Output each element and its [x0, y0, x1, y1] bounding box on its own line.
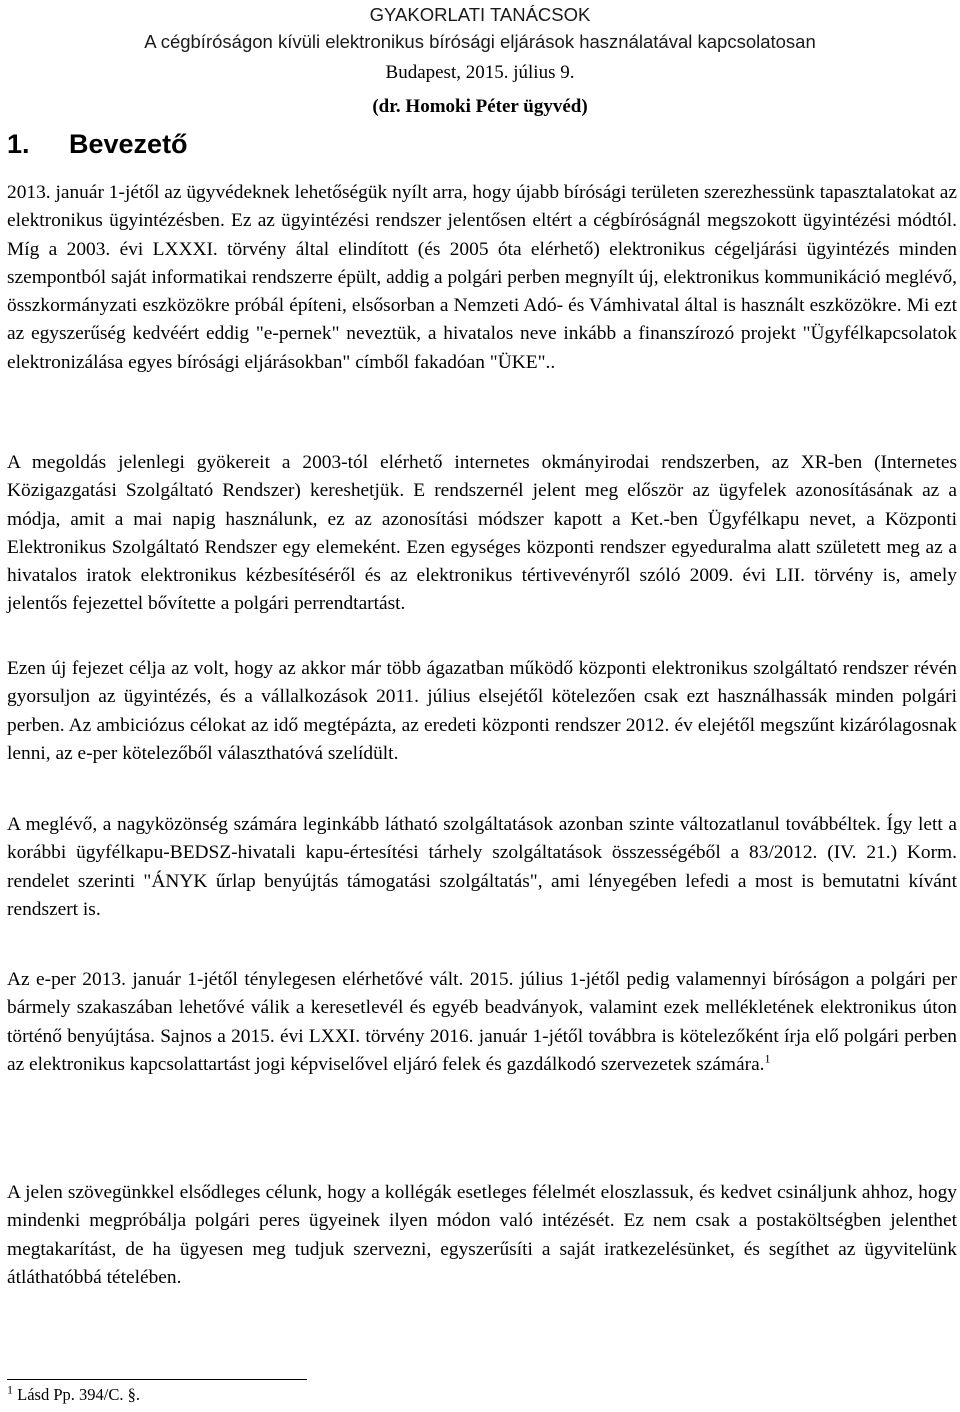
footnote-marker: 1	[7, 1382, 13, 1397]
doc-header-date: Budapest, 2015. július 9.	[385, 62, 575, 83]
footnote-divider	[7, 1379, 307, 1380]
footnote	[7, 1382, 140, 1405]
paragraph-2: A megoldás jelenlegi gyökereit a 2003-tól elérhető internetes okmányirodai rendszerben, az XR-ben (Internetes Közigazgatási Szolgáltató Rendszer) kereshetjük. E rendszernél jelent meg először az ügyfelek azonosításának az a módja, amit a mai napig használunk, ez az azonosítási módszer kapott a Ket.-ben Ügyfélkapu nevet, a Központi Elektronikus Szolgáltató Rendszer egy elemeként. Ezen egységes központi rendszer egyeduralma alatt született meg az a hivatalos iratok elektronikus kézbesítéséről és az elektronikus tértivevényről szóló 2009. évi LII. törvény is, amely jelentős fejezettel bővítette a polgári perrendtartást.	[7, 452, 957, 615]
paragraph-6: A jelen szövegünkkel elsődleges célunk, hogy a kollégák esetleges félelmét eloszlassuk, és kedvet csináljunk ahhoz, hogy mindenki megpróbálja polgári peres ügyeinek ilyen módon való intézését. Ez nem csak a postaköltségben jelenthet megtakarítást, de ha ügyesen meg tudjuk szervezni, egyszerűsíti a saját iratkezelésünket, és segíthet az ügyvitelünk átláthatóbbá tételében.	[7, 1182, 957, 1288]
paragraph-5-text: Az e-per 2013. január 1-jétől ténylegesen elérhetővé vált. 2015. július 1-jétől pedig valamennyi bíróságon a polgári per bármely szakaszában lehetővé válik a keresetlevél és egyéb beadványok, valamint ezek mellékletének elektronikus úton történő benyújtása. Sajnos a 2015. évi LXXI. törvény 2016. január 1-jétől továbbra is kötelezőként írja elő polgári perben az elektronikus kapcsolattartást jogi képviselővel eljáró felek és gazdálkodó szervezetek számára.	[7, 969, 957, 1075]
section-title: Bevezető	[69, 129, 188, 159]
footnote-reference: 1	[764, 1051, 771, 1066]
paragraph-1: 2013. január 1-jétől az ügyvédeknek lehetőségük nyílt arra, hogy újabb bírósági területen szerezhessünk tapasztalatokat az elektronikus ügyintézésben. Ez az ügyintézési rendszer jelentősen eltért a cégbíróságnál megszokott ügyintézési módtól. Míg a 2003. évi LXXXI. törvény által elindított (és 2005 óta elérhető) elektronikus cégeljárási ügyintézés minden szempontból saját informatikai rendszerre épült, addig a polgári perben megnyílt új, elektronikus kommunikáció meglévő, összkormányzati eszközökre próbál építeni, elsősorban a Nemzeti Adó- és Vámhivatal által is használt eszközökre. Mi ezt az egyszerűség kedvéért eddig "e-pernek" neveztük, a hivatalos neve inkább a finanszírozó projekt "Ügyfélkapcsolatok elektronizálása egyes bírósági eljárásokban" címből fakadóan "ÜKE"..	[7, 182, 957, 373]
paragraph-5	[7, 966, 957, 1079]
footnote-text: Lásd Pp. 394/C. §.	[17, 1385, 140, 1404]
section-number: 1.	[7, 129, 30, 159]
doc-header-author: (dr. Homoki Péter ügyvéd)	[372, 96, 588, 117]
doc-header-title: GYAKORLATI TANÁCSOK	[369, 4, 591, 25]
paragraph-4: A meglévő, a nagyközönség számára leginkább látható szolgáltatások azonban szinte változatlanul továbbéltek. Így lett a korábbi ügyfélkapu-BEDSZ-hivatali kapu-értesítési tárhely szolgáltatások összességéből a 83/2012. (IV. 21.) Korm. rendelet szerinti "ÁNYK űrlap benyújtás támogatási szolgáltatás", ami lényegében lefedi a most is bemutatni kívánt rendszert is.	[7, 814, 957, 920]
paragraph-3: Ezen új fejezet célja az volt, hogy az akkor már több ágazatban működő központi elektronikus szolgáltató rendszer révén gyorsuljon az ügyintézés, és a vállalkozások 2011. július elsejétől kötelezően csak ezt használhassák minden polgári perben. Az ambiciózus célokat az idő megtépázta, az eredeti központi rendszer 2012. év elejétől megszűnt kizárólagosnak lenni, az e-per kötelezőből választhatóvá szelídült.	[7, 658, 957, 764]
doc-header-subtitle: A cégbíróságon kívüli elektronikus bírósági eljárások használatával kapcsolatosan	[144, 31, 816, 52]
section-heading	[7, 129, 188, 160]
